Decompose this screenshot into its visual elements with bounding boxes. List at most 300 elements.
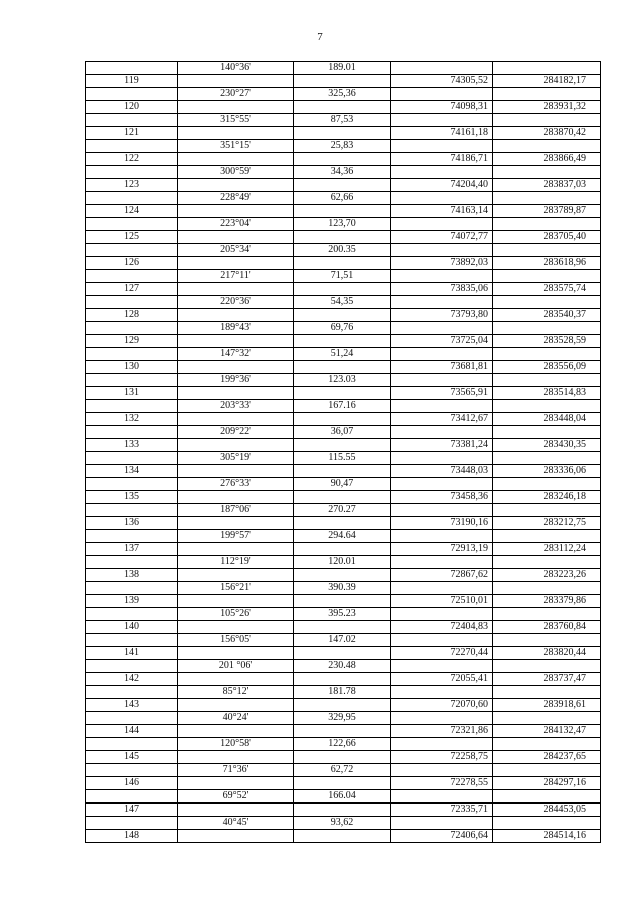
table-row — [86, 348, 601, 361]
direction-angle-cell — [178, 751, 294, 764]
table-row — [86, 452, 601, 465]
table-row — [86, 569, 601, 582]
distance-cell: 230.48 — [294, 660, 391, 673]
point-number-cell: 148 — [86, 830, 178, 843]
distance-cell: 51,24 — [294, 348, 391, 361]
distance-cell — [294, 153, 391, 166]
y-coordinate-cell — [493, 608, 601, 621]
y-coordinate-cell: 283866,49 — [493, 153, 601, 166]
distance-cell — [294, 101, 391, 114]
direction-angle-cell: 105°26' — [178, 608, 294, 621]
x-coordinate-cell: 72404,83 — [391, 621, 493, 634]
point-number-cell: 130 — [86, 361, 178, 374]
y-coordinate-cell — [493, 817, 601, 830]
table-row — [86, 153, 601, 166]
x-coordinate-cell: 74072,77 — [391, 231, 493, 244]
point-number-cell: 135 — [86, 491, 178, 504]
distance-cell — [294, 751, 391, 764]
y-coordinate-cell: 283528,59 — [493, 335, 601, 348]
direction-angle-cell — [178, 491, 294, 504]
y-coordinate-cell — [493, 790, 601, 804]
point-number-cell: 125 — [86, 231, 178, 244]
point-number-cell — [86, 192, 178, 205]
point-number-cell — [86, 738, 178, 751]
direction-angle-cell — [178, 413, 294, 426]
direction-angle-cell — [178, 830, 294, 843]
table-row — [86, 673, 601, 686]
table-row — [86, 218, 601, 231]
direction-angle-cell — [178, 75, 294, 88]
x-coordinate-cell — [391, 400, 493, 413]
distance-cell: 36,07 — [294, 426, 391, 439]
x-coordinate-cell — [391, 686, 493, 699]
table-row — [86, 478, 601, 491]
table-row — [86, 647, 601, 660]
y-coordinate-cell — [493, 62, 601, 75]
table-row — [86, 244, 601, 257]
point-number-cell: 123 — [86, 179, 178, 192]
coordinates-table — [85, 61, 601, 843]
x-coordinate-cell: 72278,55 — [391, 777, 493, 790]
distance-cell — [294, 725, 391, 738]
point-number-cell — [86, 322, 178, 335]
x-coordinate-cell — [391, 166, 493, 179]
x-coordinate-cell — [391, 218, 493, 231]
x-coordinate-cell: 73725,04 — [391, 335, 493, 348]
direction-angle-cell — [178, 465, 294, 478]
distance-cell: 120.01 — [294, 556, 391, 569]
distance-cell: 390.39 — [294, 582, 391, 595]
y-coordinate-cell: 284514,16 — [493, 830, 601, 843]
point-number-cell — [86, 530, 178, 543]
point-number-cell: 119 — [86, 75, 178, 88]
point-number-cell — [86, 140, 178, 153]
table-row — [86, 270, 601, 283]
x-coordinate-cell: 74163,14 — [391, 205, 493, 218]
point-number-cell: 126 — [86, 257, 178, 270]
table-row — [86, 205, 601, 218]
y-coordinate-cell: 283336,06 — [493, 465, 601, 478]
distance-cell — [294, 179, 391, 192]
point-number-cell — [86, 556, 178, 569]
x-coordinate-cell: 72913,19 — [391, 543, 493, 556]
table-row — [86, 699, 601, 712]
direction-angle-cell — [178, 335, 294, 348]
y-coordinate-cell — [493, 634, 601, 647]
point-number-cell — [86, 608, 178, 621]
table-row — [86, 725, 601, 738]
direction-angle-cell: 120°58' — [178, 738, 294, 751]
direction-angle-cell: 112°19' — [178, 556, 294, 569]
table-row — [86, 101, 601, 114]
direction-angle-cell: 351°15' — [178, 140, 294, 153]
y-coordinate-cell — [493, 218, 601, 231]
x-coordinate-cell — [391, 348, 493, 361]
direction-angle-cell: 205°34' — [178, 244, 294, 257]
x-coordinate-cell: 72270,44 — [391, 647, 493, 660]
point-number-cell: 134 — [86, 465, 178, 478]
x-coordinate-cell — [391, 764, 493, 777]
y-coordinate-cell: 283931,32 — [493, 101, 601, 114]
distance-cell: 71,51 — [294, 270, 391, 283]
y-coordinate-cell: 283760,84 — [493, 621, 601, 634]
point-number-cell: 147 — [86, 803, 178, 817]
direction-angle-cell — [178, 803, 294, 817]
y-coordinate-cell — [493, 712, 601, 725]
distance-cell — [294, 699, 391, 712]
y-coordinate-cell: 283379,86 — [493, 595, 601, 608]
y-coordinate-cell — [493, 556, 601, 569]
point-number-cell — [86, 504, 178, 517]
x-coordinate-cell — [391, 556, 493, 569]
point-number-cell — [86, 374, 178, 387]
table-row — [86, 413, 601, 426]
y-coordinate-cell — [493, 426, 601, 439]
x-coordinate-cell — [391, 504, 493, 517]
y-coordinate-cell: 283618,96 — [493, 257, 601, 270]
y-coordinate-cell: 283112,24 — [493, 543, 601, 556]
direction-angle-cell — [178, 127, 294, 140]
y-coordinate-cell: 284297,16 — [493, 777, 601, 790]
x-coordinate-cell: 74204,40 — [391, 179, 493, 192]
table-row — [86, 504, 601, 517]
distance-cell — [294, 439, 391, 452]
table-row — [86, 491, 601, 504]
point-number-cell — [86, 400, 178, 413]
distance-cell: 325,36 — [294, 88, 391, 101]
direction-angle-cell: 223°04' — [178, 218, 294, 231]
y-coordinate-cell — [493, 504, 601, 517]
direction-angle-cell — [178, 647, 294, 660]
y-coordinate-cell: 283705,40 — [493, 231, 601, 244]
x-coordinate-cell: 73793,80 — [391, 309, 493, 322]
direction-angle-cell: 305°19' — [178, 452, 294, 465]
direction-angle-cell: 300°59' — [178, 166, 294, 179]
table-row — [86, 621, 601, 634]
x-coordinate-cell: 74186,71 — [391, 153, 493, 166]
table-row — [86, 777, 601, 790]
table-row — [86, 790, 601, 804]
y-coordinate-cell: 283430,35 — [493, 439, 601, 452]
point-number-cell: 132 — [86, 413, 178, 426]
x-coordinate-cell — [391, 634, 493, 647]
direction-angle-cell: 228°49' — [178, 192, 294, 205]
x-coordinate-cell: 72258,75 — [391, 751, 493, 764]
y-coordinate-cell — [493, 738, 601, 751]
x-coordinate-cell: 72321,86 — [391, 725, 493, 738]
point-number-cell — [86, 296, 178, 309]
y-coordinate-cell — [493, 400, 601, 413]
distance-cell: 270.27 — [294, 504, 391, 517]
direction-angle-cell — [178, 101, 294, 114]
table-row — [86, 530, 601, 543]
distance-cell: 122,66 — [294, 738, 391, 751]
direction-angle-cell: 156°21' — [178, 582, 294, 595]
table-row — [86, 543, 601, 556]
distance-cell — [294, 465, 391, 478]
y-coordinate-cell — [493, 374, 601, 387]
distance-cell — [294, 205, 391, 218]
point-number-cell — [86, 114, 178, 127]
distance-cell — [294, 595, 391, 608]
distance-cell — [294, 491, 391, 504]
distance-cell — [294, 283, 391, 296]
x-coordinate-cell: 74161,18 — [391, 127, 493, 140]
distance-cell: 115.55 — [294, 452, 391, 465]
x-coordinate-cell: 72406,64 — [391, 830, 493, 843]
distance-cell: 62,66 — [294, 192, 391, 205]
table-row — [86, 803, 601, 817]
point-number-cell: 140 — [86, 621, 178, 634]
table-row — [86, 374, 601, 387]
x-coordinate-cell: 72055,41 — [391, 673, 493, 686]
distance-cell — [294, 803, 391, 817]
x-coordinate-cell — [391, 114, 493, 127]
x-coordinate-cell — [391, 322, 493, 335]
table-row — [86, 309, 601, 322]
x-coordinate-cell — [391, 660, 493, 673]
point-number-cell — [86, 764, 178, 777]
distance-cell: 123.03 — [294, 374, 391, 387]
distance-cell: 123,70 — [294, 218, 391, 231]
point-number-cell — [86, 62, 178, 75]
x-coordinate-cell — [391, 270, 493, 283]
table-row — [86, 283, 601, 296]
x-coordinate-cell — [391, 608, 493, 621]
x-coordinate-cell — [391, 192, 493, 205]
distance-cell — [294, 257, 391, 270]
table-row — [86, 556, 601, 569]
y-coordinate-cell — [493, 322, 601, 335]
distance-cell — [294, 127, 391, 140]
x-coordinate-cell: 74098,31 — [391, 101, 493, 114]
table-row — [86, 75, 601, 88]
y-coordinate-cell: 284182,17 — [493, 75, 601, 88]
table-row — [86, 296, 601, 309]
x-coordinate-cell — [391, 817, 493, 830]
table-row — [86, 166, 601, 179]
y-coordinate-cell — [493, 88, 601, 101]
table-row — [86, 361, 601, 374]
point-number-cell — [86, 348, 178, 361]
distance-cell: 329,95 — [294, 712, 391, 725]
x-coordinate-cell: 73381,24 — [391, 439, 493, 452]
y-coordinate-cell — [493, 166, 601, 179]
y-coordinate-cell — [493, 114, 601, 127]
point-number-cell — [86, 218, 178, 231]
table-row — [86, 322, 601, 335]
table-row — [86, 335, 601, 348]
table-row — [86, 817, 601, 830]
distance-cell: 54,35 — [294, 296, 391, 309]
coordinates-table-body — [86, 62, 601, 843]
distance-cell: 294.64 — [294, 530, 391, 543]
table-row — [86, 686, 601, 699]
y-coordinate-cell — [493, 478, 601, 491]
table-row — [86, 582, 601, 595]
table-row — [86, 88, 601, 101]
table-row — [86, 257, 601, 270]
direction-angle-cell: 220°36' — [178, 296, 294, 309]
x-coordinate-cell: 73681,81 — [391, 361, 493, 374]
x-coordinate-cell — [391, 452, 493, 465]
table-row — [86, 179, 601, 192]
distance-cell — [294, 517, 391, 530]
point-number-cell: 121 — [86, 127, 178, 140]
direction-angle-cell: 199°36' — [178, 374, 294, 387]
direction-angle-cell — [178, 543, 294, 556]
distance-cell — [294, 413, 391, 426]
direction-angle-cell — [178, 595, 294, 608]
distance-cell: 93,62 — [294, 817, 391, 830]
direction-angle-cell — [178, 673, 294, 686]
x-coordinate-cell — [391, 88, 493, 101]
page-number: 7 — [317, 31, 323, 43]
x-coordinate-cell — [391, 426, 493, 439]
direction-angle-cell — [178, 153, 294, 166]
distance-cell — [294, 335, 391, 348]
table-row — [86, 426, 601, 439]
table-row — [86, 738, 601, 751]
direction-angle-cell: 230°27' — [178, 88, 294, 101]
point-number-cell: 131 — [86, 387, 178, 400]
point-number-cell — [86, 790, 178, 804]
direction-angle-cell: 85°12' — [178, 686, 294, 699]
point-number-cell: 128 — [86, 309, 178, 322]
distance-cell — [294, 361, 391, 374]
table-row — [86, 517, 601, 530]
y-coordinate-cell — [493, 192, 601, 205]
direction-angle-cell: 187°06' — [178, 504, 294, 517]
direction-angle-cell — [178, 725, 294, 738]
x-coordinate-cell — [391, 374, 493, 387]
point-number-cell: 133 — [86, 439, 178, 452]
direction-angle-cell: 71°36' — [178, 764, 294, 777]
distance-cell: 87,53 — [294, 114, 391, 127]
point-number-cell — [86, 88, 178, 101]
distance-cell: 62,72 — [294, 764, 391, 777]
distance-cell — [294, 231, 391, 244]
distance-cell: 395.23 — [294, 608, 391, 621]
distance-cell — [294, 387, 391, 400]
y-coordinate-cell: 283870,42 — [493, 127, 601, 140]
point-number-cell: 139 — [86, 595, 178, 608]
direction-angle-cell — [178, 621, 294, 634]
direction-angle-cell — [178, 699, 294, 712]
direction-angle-cell: 201 °06' — [178, 660, 294, 673]
y-coordinate-cell: 284132,47 — [493, 725, 601, 738]
table-row — [86, 830, 601, 843]
direction-angle-cell — [178, 179, 294, 192]
point-number-cell: 120 — [86, 101, 178, 114]
direction-angle-cell: 189°43' — [178, 322, 294, 335]
y-coordinate-cell: 284237,65 — [493, 751, 601, 764]
x-coordinate-cell — [391, 530, 493, 543]
x-coordinate-cell: 73835,06 — [391, 283, 493, 296]
x-coordinate-cell: 73448,03 — [391, 465, 493, 478]
point-number-cell: 146 — [86, 777, 178, 790]
point-number-cell — [86, 426, 178, 439]
x-coordinate-cell: 73190,16 — [391, 517, 493, 530]
direction-angle-cell: 203°33' — [178, 400, 294, 413]
direction-angle-cell: 156°05' — [178, 634, 294, 647]
table-row — [86, 660, 601, 673]
x-coordinate-cell: 74305,52 — [391, 75, 493, 88]
point-number-cell: 137 — [86, 543, 178, 556]
point-number-cell: 127 — [86, 283, 178, 296]
y-coordinate-cell — [493, 452, 601, 465]
y-coordinate-cell: 283556,09 — [493, 361, 601, 374]
x-coordinate-cell: 72070,60 — [391, 699, 493, 712]
distance-cell: 90,47 — [294, 478, 391, 491]
y-coordinate-cell — [493, 582, 601, 595]
y-coordinate-cell: 283212,75 — [493, 517, 601, 530]
x-coordinate-cell — [391, 478, 493, 491]
point-number-cell — [86, 712, 178, 725]
y-coordinate-cell — [493, 530, 601, 543]
distance-cell: 25,83 — [294, 140, 391, 153]
direction-angle-cell: 69°52' — [178, 790, 294, 804]
table-row — [86, 608, 601, 621]
distance-cell — [294, 75, 391, 88]
table-row — [86, 712, 601, 725]
table-row — [86, 62, 601, 75]
table-row — [86, 751, 601, 764]
x-coordinate-cell: 73412,67 — [391, 413, 493, 426]
direction-angle-cell — [178, 205, 294, 218]
x-coordinate-cell: 72335,71 — [391, 803, 493, 817]
direction-angle-cell — [178, 361, 294, 374]
direction-angle-cell — [178, 387, 294, 400]
distance-cell: 147.02 — [294, 634, 391, 647]
table-row — [86, 192, 601, 205]
x-coordinate-cell — [391, 738, 493, 751]
y-coordinate-cell — [493, 686, 601, 699]
table-row — [86, 114, 601, 127]
distance-cell: 34,36 — [294, 166, 391, 179]
table-row — [86, 595, 601, 608]
direction-angle-cell — [178, 439, 294, 452]
point-number-cell — [86, 582, 178, 595]
direction-angle-cell — [178, 231, 294, 244]
point-number-cell: 142 — [86, 673, 178, 686]
distance-cell: 181.78 — [294, 686, 391, 699]
direction-angle-cell: 276°33' — [178, 478, 294, 491]
distance-cell — [294, 309, 391, 322]
direction-angle-cell — [178, 777, 294, 790]
x-coordinate-cell: 73565,91 — [391, 387, 493, 400]
distance-cell: 166.04 — [294, 790, 391, 804]
y-coordinate-cell — [493, 348, 601, 361]
y-coordinate-cell — [493, 244, 601, 257]
direction-angle-cell — [178, 283, 294, 296]
y-coordinate-cell: 283514,83 — [493, 387, 601, 400]
x-coordinate-cell — [391, 140, 493, 153]
direction-angle-cell: 217°11' — [178, 270, 294, 283]
direction-angle-cell: 209°22' — [178, 426, 294, 439]
x-coordinate-cell — [391, 582, 493, 595]
y-coordinate-cell — [493, 296, 601, 309]
table-row — [86, 400, 601, 413]
direction-angle-cell — [178, 569, 294, 582]
x-coordinate-cell: 73458,36 — [391, 491, 493, 504]
direction-angle-cell: 315°55' — [178, 114, 294, 127]
x-coordinate-cell — [391, 790, 493, 804]
distance-cell — [294, 647, 391, 660]
table-row — [86, 634, 601, 647]
point-number-cell — [86, 478, 178, 491]
point-number-cell — [86, 244, 178, 257]
